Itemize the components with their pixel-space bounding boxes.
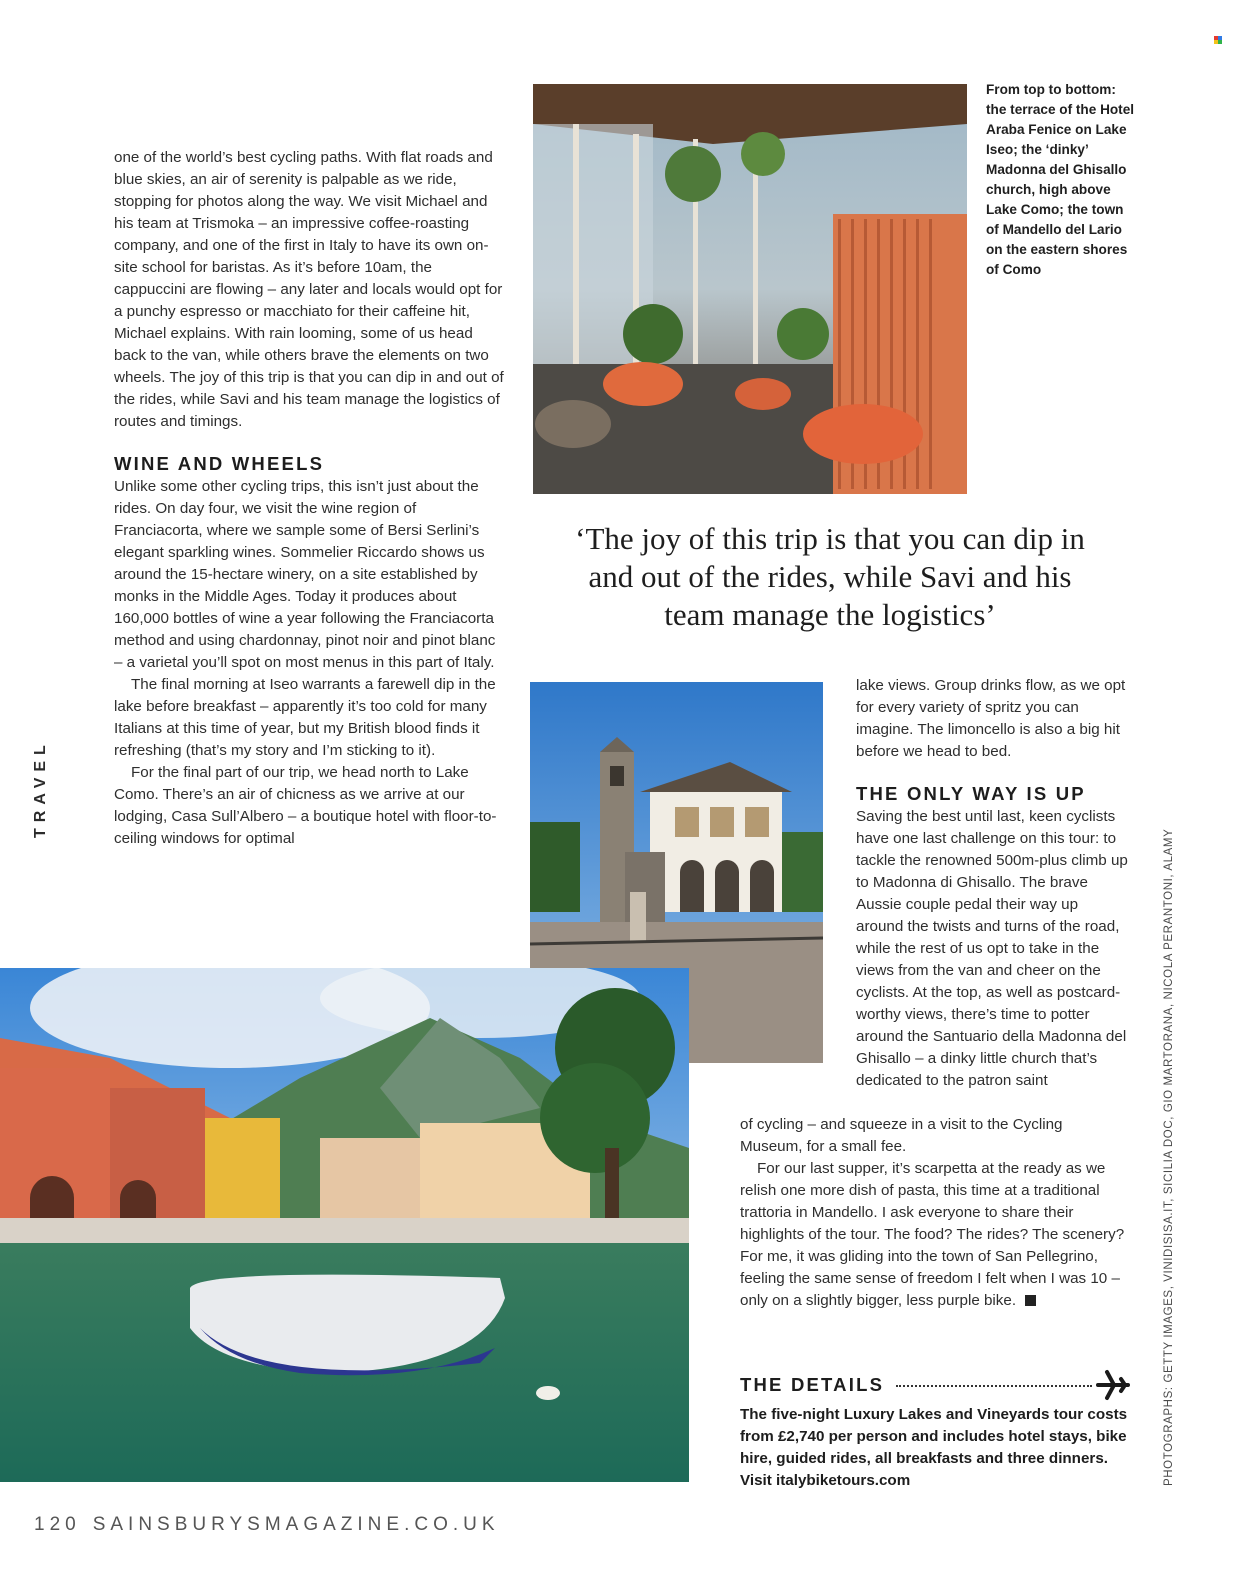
body-paragraph: one of the world’s best cycling paths. With flat roads and blue skies, an air of serenity is palpable as we ride, stopping for photos along the way. We visit Michael and his team at Trismoka – an impressive coffee-roasting company, and one of the first in Italy to have its own on-site school for baristas. As it’s before 10am, the cappuccini are flowing – any later and locals would opt for a punchy espresso or macchiato for their caffeine hit, Michael explains. With rain looming, some of us head back to the van, while others brave the elements on two wheels. The joy of this trip is that you can dip in and out of the rides, while Savi and his team manage the logistics of routes and timings.	[114, 149, 504, 430]
section-label: TRAVEL	[32, 739, 49, 838]
body-paragraph: Saving the best until last, keen cyclists have one last challenge on this tour: to tackle the renowned 500m-plus climb up to Madonna di Ghisallo. The brave Aussie couple pedal their way up around the twists and turns of the road, while the rest of us opt to take in the views from the van and cheer on the cyclists. At the top, as well as postcard-worthy views, there’s time to potter around the Santuario della Madonna del Ghisallo – a dinky little church that’s dedicated to the patron saint	[856, 808, 1128, 1089]
section-heading-up: THE ONLY WAY IS UP	[856, 783, 1086, 804]
body-paragraph-text: For our last supper, it’s scarpetta at the ready as we relish one more dish of pasta, this time at a traditional trattoria in Mandello. I ask everyone to share their highlights of the tour. The food? The rides? The scenery? For me, it was gliding into the town of San Pellegrino, feeling the same sense of freedom I felt when I was 10 – only on a slightly bigger, less purple bike.	[740, 1160, 1125, 1309]
photo-credit: PHOTOGRAPHS: GETTY IMAGES, VINIDISISA.IT, SICILIA DOC, GIO MARTORANA, NICOLA PERANTONI, ALAMY	[1163, 828, 1175, 1486]
body-paragraph	[740, 1158, 1125, 1312]
pull-quote: ‘The joy of this trip is that you can dip in and out of the rides, while Savi and his team manage the logistics’	[575, 521, 1085, 632]
details-box	[740, 1368, 1130, 1492]
page-number: 120	[34, 1514, 81, 1535]
color-marker-icon	[1214, 31, 1222, 39]
dotted-leader	[896, 1385, 1092, 1387]
column-left	[114, 147, 506, 850]
body-paragraph: For the final part of our trip, we head north to Lake Como. There’s an air of chicness as we arrive at our lodging, Casa Sull’Albero – a boutique hotel with floor-to-ceiling windows for optimal	[114, 764, 497, 847]
footer	[34, 1514, 500, 1536]
body-paragraph: lake views. Group drinks flow, as we opt for every variety of spritz you can imagine. The limoncello is also a big hit before we head to bed.	[856, 677, 1126, 760]
end-mark-icon	[1025, 1295, 1036, 1306]
details-header	[740, 1368, 1130, 1402]
column-right-top	[856, 675, 1128, 1092]
details-text: The five-night Luxury Lakes and Vineyards tour costs from £2,740 per person and includes hotel stays, bike hire, guided rides, all breakfasts and three dinners. Visit italybiketours.com	[740, 1406, 1128, 1489]
footer-site-link[interactable]: SAINSBURYSMAGAZINE.CO.UK	[92, 1514, 500, 1535]
photo-caption: From top to bottom: the terrace of the Hotel Araba Fenice on Lake Iseo; the ‘dinky’ Madonna del Ghisallo church, high above Lake Como; the town of Mandello del Lario on the eastern shores of Como	[986, 82, 1135, 277]
body-paragraph: of cycling – and squeeze in a visit to the Cycling Museum, for a small fee.	[740, 1116, 1063, 1155]
body-paragraph: The final morning at Iseo warrants a farewell dip in the lake before breakfast – apparently it’s too cold for many Italians at this time of year, but my British blood finds it refreshing (that’s my story and I’m sticking to it).	[114, 676, 496, 759]
photo-terrace	[533, 84, 967, 494]
section-heading-details: THE DETAILS	[740, 1374, 885, 1395]
section-heading-wine: WINE AND WHEELS	[114, 453, 325, 474]
photo-mandello	[0, 968, 689, 1482]
plane-icon	[1096, 1368, 1130, 1402]
body-paragraph: Unlike some other cycling trips, this isn’t just about the rides. On day four, we visit the wine region of Franciacorta, where we sample some of Bersi Serlini’s elegant sparkling wines. Sommelier Riccardo shows us around the 15-hectare winery, on a site established by monks in the Middle Ages. Today it produces about 160,000 bottles of wine a year following the Franciacorta method and using chardonnay, pinot noir and pinot blanc – a varietal you’ll spot on most menus in this part of Italy.	[114, 478, 496, 671]
column-right-bottom	[740, 1114, 1125, 1312]
